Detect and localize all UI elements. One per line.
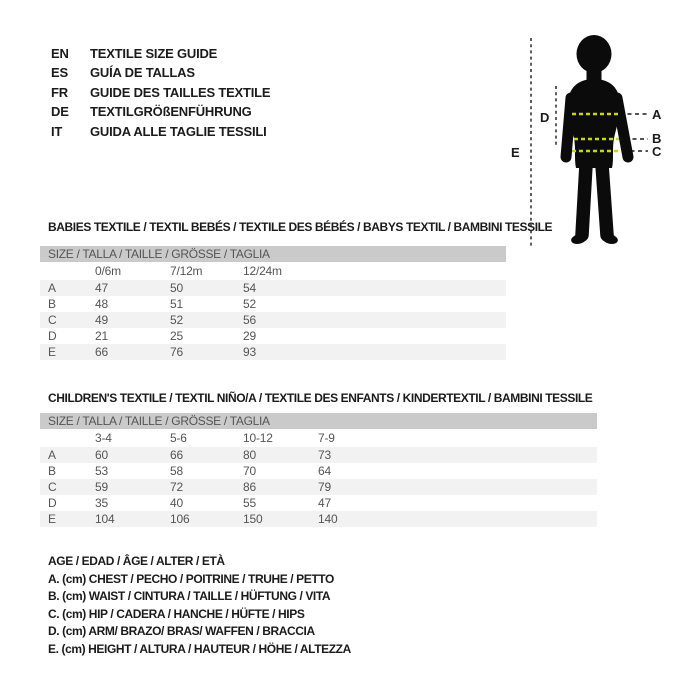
value-cell: 86 <box>243 480 256 494</box>
size-header-row <box>40 262 506 280</box>
value-cell: 59 <box>95 480 108 494</box>
row-label: A <box>48 448 56 462</box>
children-section-title: CHILDREN'S TEXTILE / TEXTIL NIÑO/A / TEXTILE DES ENFANTS / KINDERTEXTIL / BAMBINI TESSILE <box>48 391 593 405</box>
value-cell: 40 <box>170 496 183 510</box>
value-cell: 50 <box>170 281 183 295</box>
value-cell: 140 <box>318 512 338 526</box>
value-cell: 51 <box>170 297 183 311</box>
row-label: E <box>48 512 56 526</box>
row-label: B <box>48 297 56 311</box>
value-cell: 70 <box>243 464 256 478</box>
value-cell: 47 <box>95 281 108 295</box>
language-code: IT <box>51 123 63 139</box>
size-cell: 7-9 <box>318 431 335 445</box>
value-cell: 58 <box>170 464 183 478</box>
size-cell: 3-4 <box>95 431 112 445</box>
language-label: TEXTILE SIZE GUIDE <box>90 46 218 61</box>
table-row <box>40 447 597 463</box>
value-cell: 66 <box>170 448 183 462</box>
legend-item: E. (cm) HEIGHT / ALTURA / HAUTEUR / HÖHE / ALTEZZA <box>48 641 351 656</box>
legend-item: A. (cm) CHEST / PECHO / POITRINE / TRUHE / PETTO <box>48 571 334 586</box>
value-cell: 52 <box>243 297 256 311</box>
size-cell: 0/6m <box>95 264 121 278</box>
value-cell: 21 <box>95 329 108 343</box>
language-label: TEXTILGRÖßENFÜHRUNG <box>90 104 252 120</box>
row-label: D <box>48 496 57 510</box>
value-cell: 150 <box>243 512 263 526</box>
size-cell: 7/12m <box>170 264 203 278</box>
table-row <box>40 511 597 527</box>
language-code: FR <box>51 84 68 100</box>
value-cell: 56 <box>243 313 256 327</box>
value-cell: 106 <box>170 512 190 526</box>
figure-label-e: E <box>511 145 520 160</box>
language-label: GUÍA DE TALLAS <box>90 65 195 81</box>
value-cell: 54 <box>243 281 256 295</box>
legend-age-line: AGE / EDAD / ÂGE / ALTER / ETÀ <box>48 554 225 568</box>
table-row <box>40 296 506 312</box>
language-code: DE <box>51 104 69 120</box>
size-cell: 5-6 <box>170 431 187 445</box>
language-code: ES <box>51 65 68 81</box>
value-cell: 49 <box>95 313 108 327</box>
value-cell: 66 <box>95 345 108 359</box>
value-cell: 35 <box>95 496 108 510</box>
table-row <box>40 280 506 296</box>
children-size-table <box>40 413 597 527</box>
row-label: A <box>48 281 56 295</box>
table-row <box>40 479 597 495</box>
row-label: D <box>48 329 57 343</box>
table-header-row: SIZE / TALLA / TAILLE / GRÖSSE / TAGLIA <box>40 246 506 262</box>
table-row <box>40 344 506 360</box>
value-cell: 53 <box>95 464 108 478</box>
row-label: C <box>48 480 57 494</box>
table-row <box>40 328 506 344</box>
table-row <box>40 463 597 479</box>
figure-label-d: D <box>540 110 550 125</box>
table-header-row: SIZE / TALLA / TAILLE / GRÖSSE / TAGLIA <box>40 413 597 429</box>
value-cell: 79 <box>318 480 331 494</box>
value-cell: 64 <box>318 464 331 478</box>
value-cell: 52 <box>170 313 183 327</box>
table-row <box>40 312 506 328</box>
legend-item: B. (cm) WAIST / CINTURA / TAILLE / HÜFTUNG / VITA <box>48 589 331 604</box>
legend-item: D. (cm) ARM/ BRAZO/ BRAS/ WAFFEN / BRACCIA <box>48 624 315 639</box>
legend-item: C. (cm) HIP / CADERA / HANCHE / HÜFTE / HIPS <box>48 606 305 621</box>
language-label: GUIDA ALLE TAGLIE TESSILI <box>90 123 267 139</box>
size-header-row <box>40 429 597 447</box>
value-cell: 104 <box>95 512 115 526</box>
language-label: GUIDE DES TAILLES TEXTILE <box>90 84 271 100</box>
value-cell: 25 <box>170 329 183 343</box>
size-cell <box>40 429 95 447</box>
value-cell: 93 <box>243 345 256 359</box>
row-label: C <box>48 313 57 327</box>
value-cell: 72 <box>170 480 183 494</box>
figure-label-a: A <box>652 107 662 122</box>
value-cell: 60 <box>95 448 108 462</box>
value-cell: 29 <box>243 329 256 343</box>
babies-section-title: BABIES TEXTILE / TEXTIL BEBÉS / TEXTILE DES BÉBÉS / BABYS TEXTIL / BAMBINI TESSILE <box>48 220 553 234</box>
measurement-legend <box>48 553 351 659</box>
size-cell: 12/24m <box>243 264 282 278</box>
babies-size-table <box>40 246 506 360</box>
value-cell: 55 <box>243 496 256 510</box>
figure-label-c: C <box>652 144 662 159</box>
language-list <box>51 44 270 141</box>
row-label: E <box>48 345 56 359</box>
value-cell: 76 <box>170 345 183 359</box>
value-cell: 73 <box>318 448 331 462</box>
table-row <box>40 495 597 511</box>
value-cell: 47 <box>318 496 331 510</box>
figure-label-b: B <box>652 131 662 146</box>
row-label: B <box>48 464 56 478</box>
size-cell <box>40 262 95 280</box>
size-cell: 10-12 <box>243 431 273 445</box>
value-cell: 48 <box>95 297 108 311</box>
language-code: EN <box>51 46 69 61</box>
value-cell: 80 <box>243 448 256 462</box>
